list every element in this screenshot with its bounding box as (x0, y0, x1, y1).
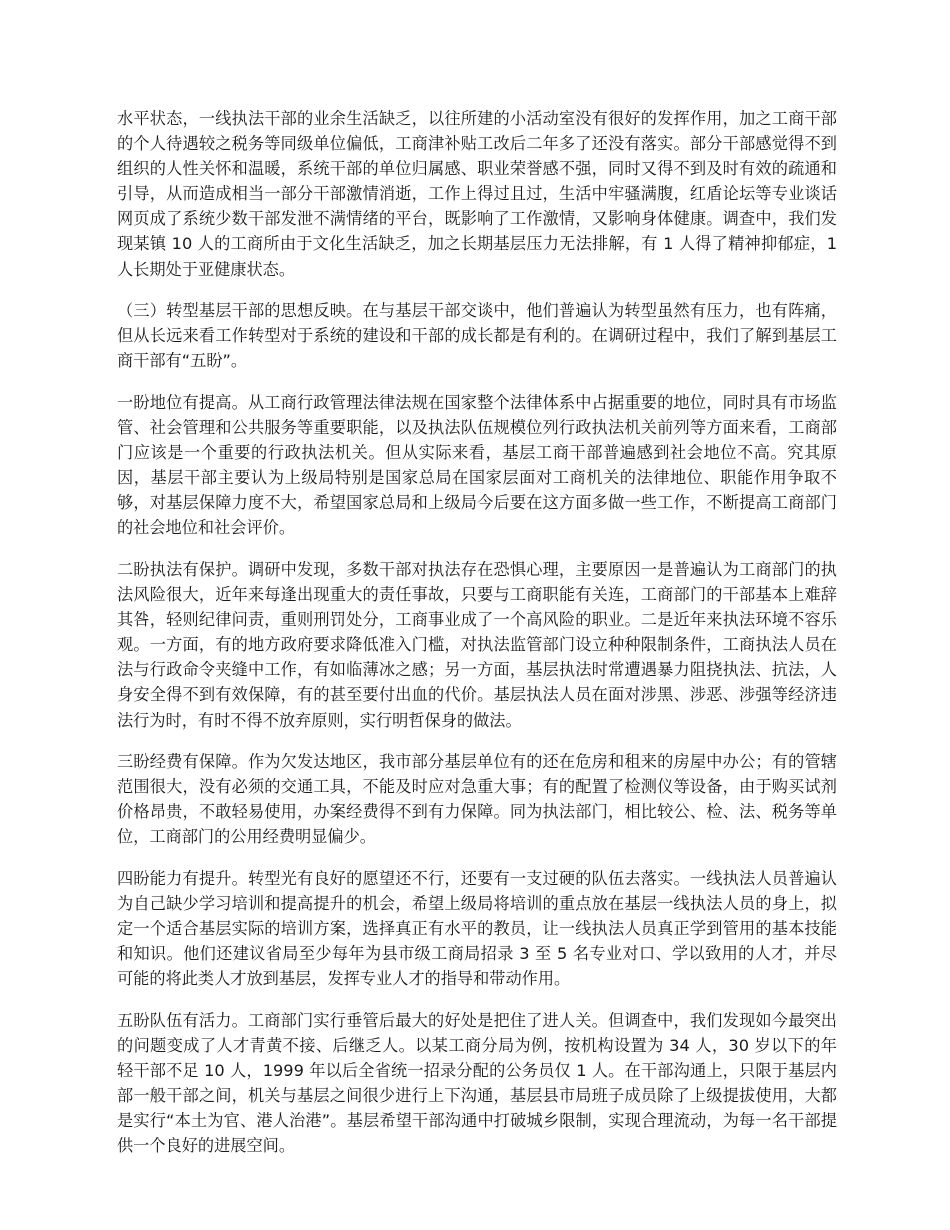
document-body (117, 106, 837, 1175)
paragraph-5: 三盼经费有保障。作为欠发达地区，我市部分基层单位有的还在危房和租来的房屋中办公；有的管辖范围很大，没有必须的交通工具，不能及时应对急重大事；有的配置了检测仪等设备，由于购买试剂价格昂贵，不敢轻易使用，办案经费得不到有力保障。同为执法部门，相比较公、检、法、税务等单位，工商部门的公用经费明显偏少。 (117, 752, 837, 847)
paragraph-2: （三）转型基层干部的思想反映。在与基层干部交谈中，他们普遍认为转型虽然有压力，也有阵痛，但从长远来看工作转型对于系统的建设和干部的成长都是有利的。在调研过程中，我们了解到基层工商干部有“五盼”。 (117, 301, 837, 371)
paragraph-3: 一盼地位有提高。从工商行政管理法律法规在国家整个法律体系中占据重要的地位，同时具有市场监管、社会管理和公共服务等重要职能，以及执法队伍规模位列行政执法机关前列等方面来看，工商部门应该是一个重要的行政执法机关。但从实际来看，基层工商干部普遍感到社会地位不高。究其原因，基层干部主要认为上级局特别是国家总局在国家层面对工商机关的法律地位、职能作用争取不够，对基层保障力度不大，希望国家总局和上级局今后要在这方面多做一些工作，不断提高工商部门的社会地位和社会评价。 (117, 392, 837, 538)
paragraph-6: 四盼能力有提升。转型光有良好的愿望还不行，还要有一支过硬的队伍去落实。一线执法人员普遍认为自己缺少学习培训和提高提升的机会，希望上级局将培训的重点放在基层一线执法人员的身上，拟定一个适合基层实际的培训方案，选择真正有水平的教员，让一线执法人员真正学到管用的基本技能和知识。他们还建议省局至少每年为县市级工商局招录 3 至 5 名专业对口、学以致用的人才，并尽可能的将此类人才放到基层，发挥专业人才的指导和带动作用。 (117, 869, 837, 989)
paragraph-4: 二盼执法有保护。调研中发现，多数干部对执法存在恐惧心理，主要原因一是普遍认为工商部门的执法风险很大，近年来每逢出现重大的责任事故，只要与工商职能有关连，工商部门的干部基本上难辞其咎，轻则纪律问责，重则刑罚处分，工商事业成了一个高风险的职业。二是近年来执法环境不容乐观。一方面，有的地方政府要求降低准入门槛，对执法监管部门设立种种限制条件，工商执法人员在法与行政命令夹缝中工作，有如临薄冰之感；另一方面，基层执法时常遭遇暴力阻挠执法、抗法，人身安全得不到有效保障，有的甚至要付出血的代价。基层执法人员在面对涉黑、涉恶、涉强等经济违法行为时，有时不得不放弃原则，实行明哲保身的做法。 (117, 560, 837, 730)
paragraph-7: 五盼队伍有活力。工商部门实行垂管后最大的好处是把住了进人关。但调查中，我们发现如今最突出的问题变成了人才青黄不接、后继乏人。以某工商分局为例，按机构设置为 34 人，30 岁以下的年轻干部不足 10 人，1999 年以后全省统一招录分配的公务员仅 1 人。在干部沟通上，只限于基层内部一般干部之间，机关与基层之间很少进行上下沟通，基层县市局班子成员除了上级提拔使用，大都是实行“本土为官、港人治港”。基层希望干部沟通中打破城乡限制，实现合理流动，为每一名干部提供一个良好的进展空间。 (117, 1011, 837, 1156)
paragraph-1: 水平状态，一线执法干部的业余生活缺乏，以往所建的小活动室没有很好的发挥作用，加之工商干部的个人待遇较之税务等同级单位偏低，工商津补贴工改后二年多了还没有落实。部分干部感觉得不到组织的人性关怀和温暖，系统干部的单位归属感、职业荣誉感不强，同时又得不到及时有效的疏通和引导，从而造成相当一部分干部激情消逝，工作上得过且过，生活中牢骚满腹，红盾论坛等专业谈话网页成了系统少数干部发泄不满情绪的平台，既影响了工作激情，又影响身体健康。调查中，我们发现某镇 10 人的工商所由于文化生活缺乏，加之长期基层压力无法排解，有 1 人得了精神抑郁症，1 人长期处于亚健康状态。 (117, 109, 837, 279)
